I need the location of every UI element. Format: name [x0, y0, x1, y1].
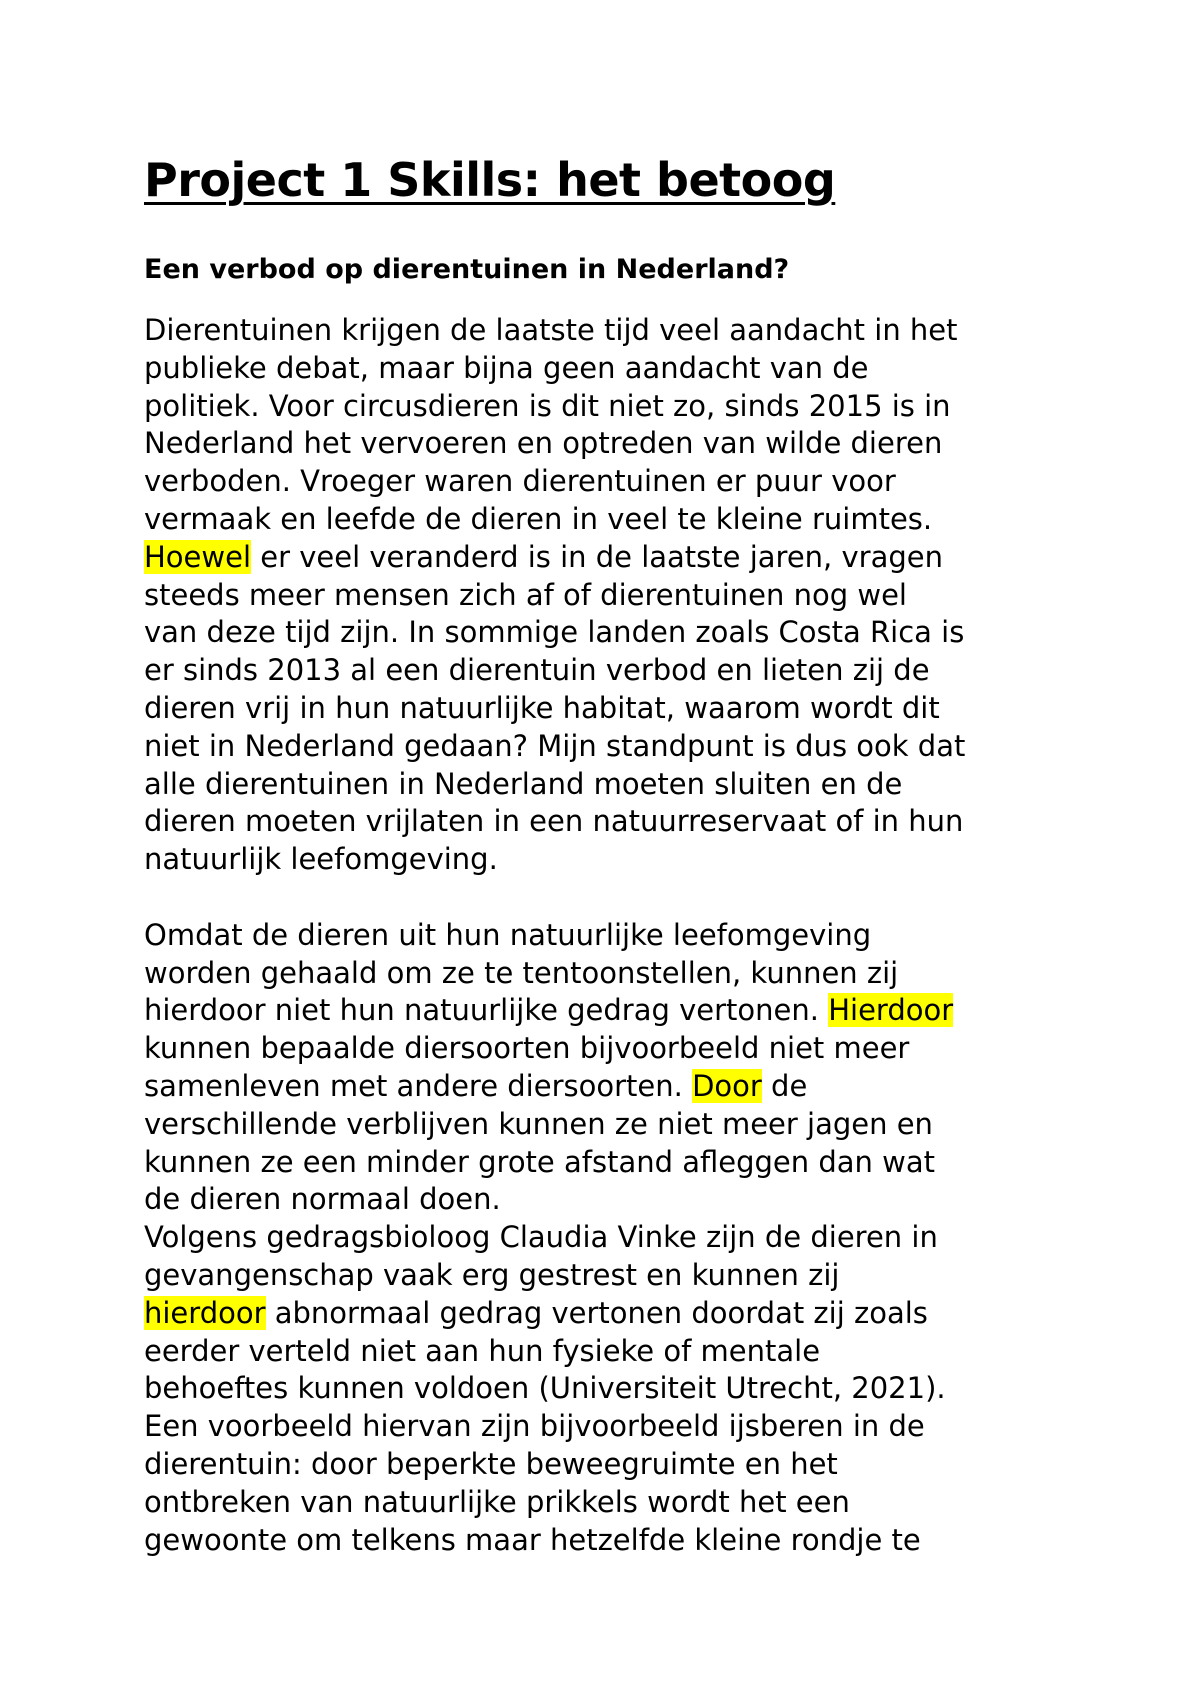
text-line: verboden. Vroeger waren dierentuinen er puur voor — [144, 464, 896, 499]
text-line: politiek. Voor circusdieren is dit niet zo, sinds 2015 is in — [144, 388, 951, 423]
text-line: publieke debat, maar bijna geen aandacht van de — [144, 350, 869, 385]
paragraph-2 — [144, 917, 1084, 1219]
document-body — [144, 312, 1084, 1559]
text-line: dieren moeten vrijlaten in een natuurreservaat of in hun — [144, 804, 964, 839]
text-line: er sinds 2013 al een dierentuin verbod en lieten zij de — [144, 653, 930, 688]
text-line — [144, 539, 1084, 577]
text-line: ontbreken van natuurlijke prikkels wordt het een — [144, 1484, 850, 1519]
text-line: natuurlijk leefomgeving. — [144, 842, 498, 877]
text-line: dierentuin: door beperkte beweegruimte en het — [144, 1446, 838, 1481]
text-line: Volgens gedragsbioloog Claudia Vinke zijn de dieren in — [144, 1220, 938, 1255]
text-span: hierdoor niet hun natuurlijke gedrag vertonen. — [144, 993, 829, 1028]
text-line: Dierentuinen krijgen de laatste tijd veel aandacht in het — [144, 313, 958, 347]
text-line: Een voorbeeld hiervan zijn bijvoorbeeld ijsberen in de — [144, 1409, 925, 1444]
text-line: Nederland het vervoeren en optreden van wilde dieren — [144, 426, 943, 461]
paragraph-3 — [144, 1219, 1084, 1559]
highlighted-word: Hoewel — [144, 539, 252, 574]
text-span: er veel veranderd is in de laatste jaren, vragen — [251, 539, 943, 574]
text-line: eerder verteld niet aan hun fysieke of mentale — [144, 1333, 821, 1368]
text-line: worden gehaald om ze te tentoonstellen, kunnen zij — [144, 955, 899, 990]
text-line: niet in Nederland gedaan? Mijn standpunt is dus ook dat — [144, 728, 966, 763]
highlighted-word: Hierdoor — [828, 993, 954, 1028]
highlighted-word: Door — [692, 1068, 762, 1103]
text-span: de — [761, 1068, 808, 1103]
text-line: dieren vrij in hun natuurlijke habitat, waarom wordt dit — [144, 690, 940, 725]
paragraph-spacer — [144, 879, 1084, 917]
text-line: kunnen ze een minder grote afstand afleggen dan wat — [144, 1144, 936, 1179]
text-line — [144, 992, 1084, 1030]
text-line: alle dierentuinen in Nederland moeten sluiten en de — [144, 766, 903, 801]
text-line: gevangenschap vaak erg gestrest en kunnen zij — [144, 1257, 840, 1292]
page-title: Project 1 Skills: het betoog — [144, 153, 836, 207]
text-line: verschillende verblijven kunnen ze niet meer jagen en — [144, 1106, 933, 1141]
text-line: kunnen bepaalde diersoorten bijvoorbeeld niet meer — [144, 1031, 910, 1066]
section-heading: Een verbod op dierentuinen in Nederland? — [144, 254, 790, 285]
text-line: behoeftes kunnen voldoen (Universiteit Utrecht, 2021). — [144, 1371, 946, 1406]
text-line: van deze tijd zijn. In sommige landen zoals Costa Rica is — [144, 615, 965, 650]
text-span: samenleven met andere diersoorten. — [144, 1068, 693, 1103]
highlighted-word: hierdoor — [144, 1295, 266, 1330]
text-line — [144, 1068, 1084, 1106]
text-line: vermaak en leefde de dieren in veel te kleine ruimtes. — [144, 501, 933, 536]
text-span: abnormaal gedrag vertonen doordat zij zoals — [265, 1295, 928, 1330]
text-line: gewoonte om telkens maar hetzelfde kleine rondje te — [144, 1522, 921, 1557]
text-line: steeds meer mensen zich af of dierentuinen nog wel — [144, 577, 907, 612]
paragraph-1 — [144, 312, 1084, 879]
text-line: de dieren normaal doen. — [144, 1182, 501, 1217]
text-line — [144, 1295, 1084, 1333]
text-line: Omdat de dieren uit hun natuurlijke leefomgeving — [144, 917, 872, 952]
